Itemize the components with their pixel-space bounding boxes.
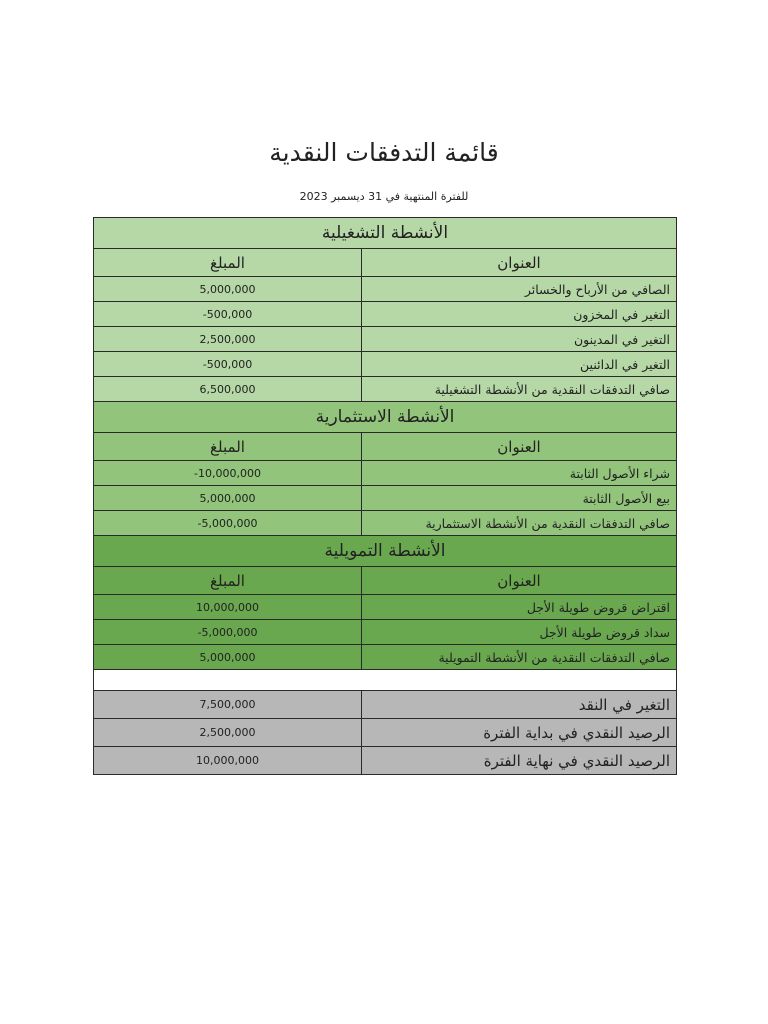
table-row	[94, 352, 677, 377]
row-label: الصافي من الأرباح والخسائر	[362, 277, 677, 302]
investing-total-row	[94, 511, 677, 536]
investing-col-label: العنوان	[362, 433, 677, 461]
spacer-row	[94, 670, 677, 691]
row-amount: -5,000,000	[94, 620, 362, 645]
summary-label: التغير في النقد	[362, 691, 677, 719]
row-label: التغير في المخزون	[362, 302, 677, 327]
financing-header-row	[94, 567, 677, 595]
row-amount: -500,000	[94, 352, 362, 377]
spacer-cell	[94, 670, 677, 691]
summary-row	[94, 691, 677, 719]
financing-col-amount: المبلغ	[94, 567, 362, 595]
table-row	[94, 302, 677, 327]
summary-row	[94, 747, 677, 775]
page-title: قائمة التدفقات النقدية	[269, 138, 499, 167]
table-row	[94, 327, 677, 352]
table-row	[94, 595, 677, 620]
row-amount: -5,000,000	[94, 511, 362, 536]
row-label: صافي التدفقات النقدية من الأنشطة الاستثمارية	[362, 511, 677, 536]
table-row	[94, 486, 677, 511]
row-amount: 2,500,000	[94, 327, 362, 352]
row-label: بيع الأصول الثابتة	[362, 486, 677, 511]
row-amount: -10,000,000	[94, 461, 362, 486]
summary-amount: 7,500,000	[94, 691, 362, 719]
operating-col-label: العنوان	[362, 249, 677, 277]
row-label: سداد قروض طويلة الأجل	[362, 620, 677, 645]
operating-section-row	[94, 218, 677, 249]
operating-col-amount: المبلغ	[94, 249, 362, 277]
row-label: التغير في المدينون	[362, 327, 677, 352]
row-amount: 6,500,000	[94, 377, 362, 402]
row-amount: 5,000,000	[94, 645, 362, 670]
summary-label: الرصيد النقدي في بداية الفترة	[362, 719, 677, 747]
investing-col-amount: المبلغ	[94, 433, 362, 461]
summary-amount: 2,500,000	[94, 719, 362, 747]
row-amount: 5,000,000	[94, 277, 362, 302]
financing-section-heading: الأنشطة التمويلية	[94, 536, 677, 567]
page-subtitle: للفترة المنتهية في 31 ديسمبر 2023	[299, 190, 469, 203]
row-label: شراء الأصول الثابتة	[362, 461, 677, 486]
summary-amount: 10,000,000	[94, 747, 362, 775]
row-amount: -500,000	[94, 302, 362, 327]
financing-section-row	[94, 536, 677, 567]
table-row	[94, 620, 677, 645]
financing-total-row	[94, 645, 677, 670]
cash-flow-table	[93, 217, 677, 775]
row-amount: 5,000,000	[94, 486, 362, 511]
summary-row	[94, 719, 677, 747]
operating-header-row	[94, 249, 677, 277]
investing-section-heading: الأنشطة الاستثمارية	[94, 402, 677, 433]
investing-section-row	[94, 402, 677, 433]
table-row	[94, 277, 677, 302]
row-amount: 10,000,000	[94, 595, 362, 620]
summary-label: الرصيد النقدي في نهاية الفترة	[362, 747, 677, 775]
row-label: صافي التدفقات النقدية من الأنشطة التشغيلية	[362, 377, 677, 402]
operating-section-heading: الأنشطة التشغيلية	[94, 218, 677, 249]
row-label: صافي التدفقات النقدية من الأنشطة التمويلية	[362, 645, 677, 670]
operating-total-row	[94, 377, 677, 402]
financing-col-label: العنوان	[362, 567, 677, 595]
row-label: التغير في الدائنين	[362, 352, 677, 377]
investing-header-row	[94, 433, 677, 461]
row-label: اقتراض قروض طويلة الأجل	[362, 595, 677, 620]
table-row	[94, 461, 677, 486]
